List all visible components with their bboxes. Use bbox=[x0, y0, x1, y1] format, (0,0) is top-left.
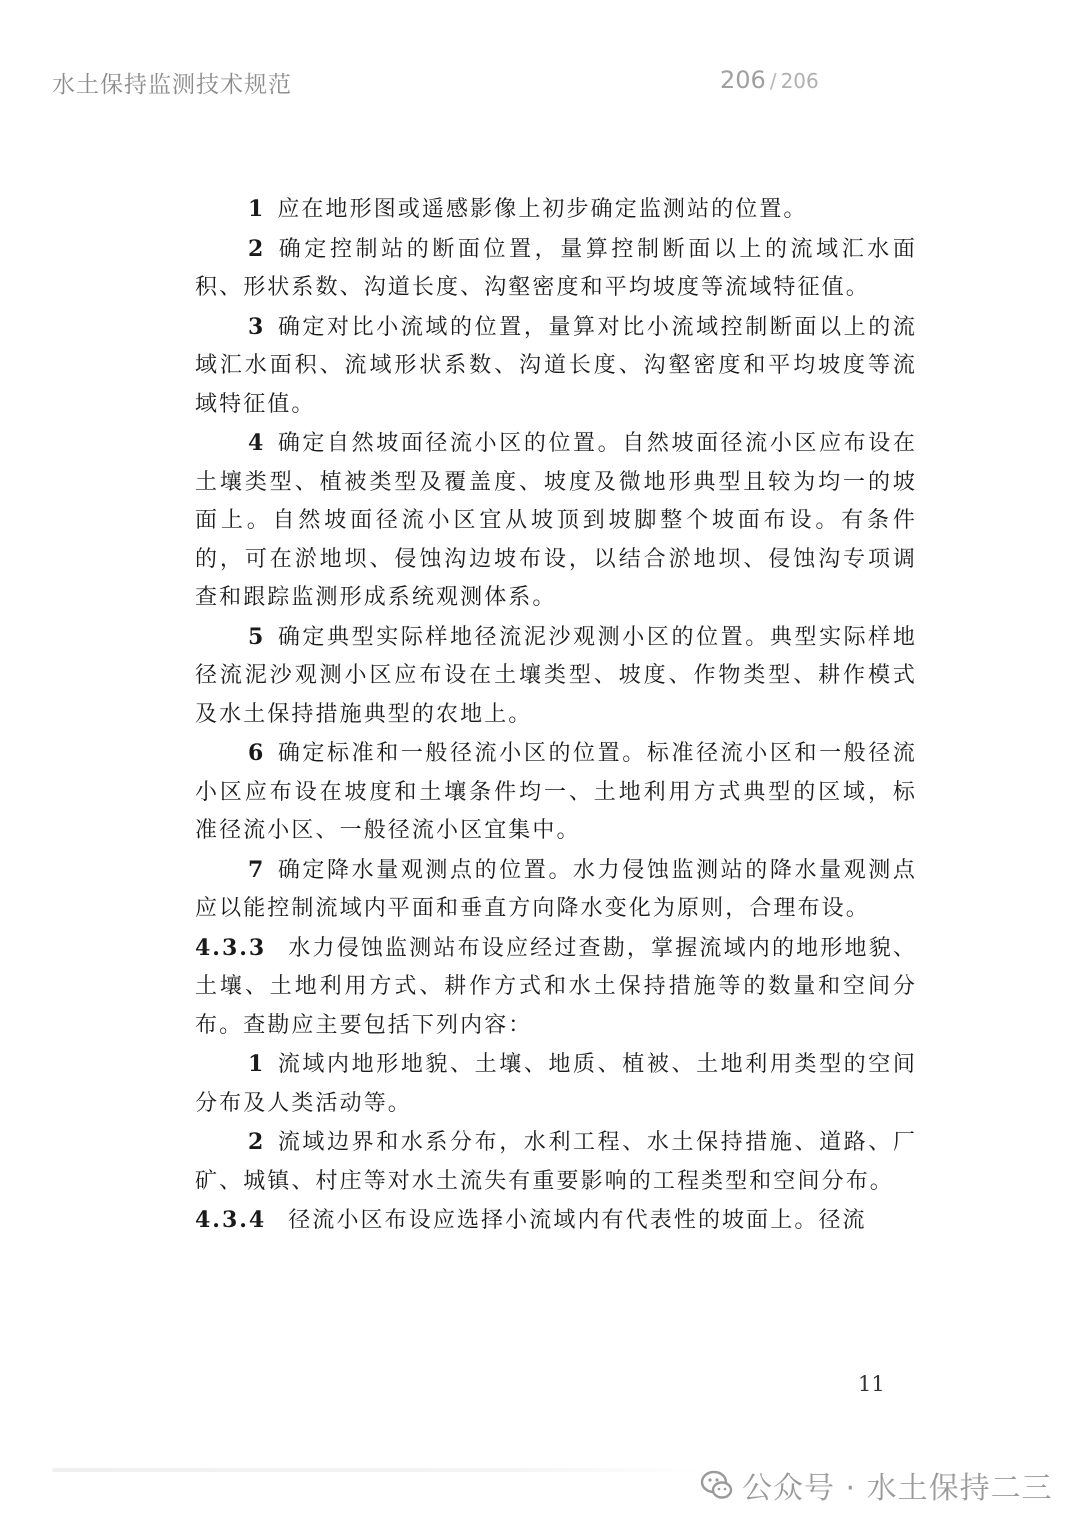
list-item: 1 流域内地形地貌、土壤、地质、植被、土地利用类型的空间分布及人类活动等。 bbox=[195, 1051, 917, 1116]
viewer-header bbox=[0, 0, 1080, 160]
list-item: 2 流域边界和水系分布，水利工程、水土保持措施、道路、厂矿、城镇、村庄等对水土流失有重要影响的工程类型和空间分布。 bbox=[195, 1129, 917, 1194]
divider bbox=[52, 1468, 702, 1472]
clause-4-3-3: 4.3.3 水力侵蚀监测站布设应经过查勘，掌握流域内的地形地貌、土壤、土地利用方式、耕作方式和水土保持措施等的数量和空间分布。查勘应主要包括下列内容： bbox=[195, 934, 917, 1038]
list-item: 5 确定典型实际样地径流泥沙观测小区的位置。典型实际样地径流泥沙观测小区应布设在土壤类型、坡度、作物类型、耕作模式及水土保持措施典型的农地上。 bbox=[195, 623, 917, 727]
wechat-icon bbox=[700, 1468, 734, 1502]
clause-4-3-4: 4.3.4 径流小区布设应选择小流域内有代表性的坡面上。径流 bbox=[195, 1207, 867, 1233]
current-page: 206 bbox=[720, 66, 766, 94]
list-item: 3 确定对比小流域的位置，量算对比小流域控制断面以上的流域汇水面积、流域形状系数、沟道长度、沟壑密度和平均坡度等流域特征值。 bbox=[195, 313, 917, 417]
page-separator: / bbox=[769, 69, 777, 93]
watermark-text: 公众号 · 水土保持二三 bbox=[742, 1471, 1053, 1506]
list-item: 7 确定降水量观测点的位置。水力侵蚀监测站的降水量观测点应以能控制流域内平面和垂直方向降水变化为原则，合理布设。 bbox=[195, 856, 917, 921]
page-indicator bbox=[720, 66, 819, 94]
list-item: 6 确定标准和一般径流小区的位置。标准径流小区和一般径流小区应布设在坡度和土壤条件均一、土地利用方式典型的区域，标准径流小区、一般径流小区宜集中。 bbox=[195, 740, 917, 843]
list-item: 4 确定自然坡面径流小区的位置。自然坡面径流小区应布设在土壤类型、植被类型及覆盖度、坡度及微地形典型且较为均一的坡面上。自然坡面径流小区宜从坡顶到坡脚整个坡面布设。有条件的，可在淤地坝、侵蚀沟边坡布设，以结合淤地坝、侵蚀沟专项调查和跟踪监测形成系统观测体系。 bbox=[195, 430, 917, 610]
clause-number: 4.3.4 bbox=[195, 1207, 267, 1233]
watermark bbox=[700, 1460, 1053, 1510]
clause-number: 4.3.3 bbox=[195, 934, 267, 961]
list-item: 1 应在地形图或遥感影像上初步确定监测站的位置。 bbox=[248, 196, 808, 222]
document-title: 水土保持监测技术规范 bbox=[52, 72, 292, 98]
page-number: 11 bbox=[858, 1372, 885, 1396]
document-page bbox=[195, 190, 917, 1241]
list-item: 2 确定控制站的断面位置，量算控制断面以上的流域汇水面积、形状系数、沟道长度、沟壑密度和平均坡度等流域特征值。 bbox=[195, 235, 917, 300]
total-pages: 206 bbox=[780, 69, 819, 93]
